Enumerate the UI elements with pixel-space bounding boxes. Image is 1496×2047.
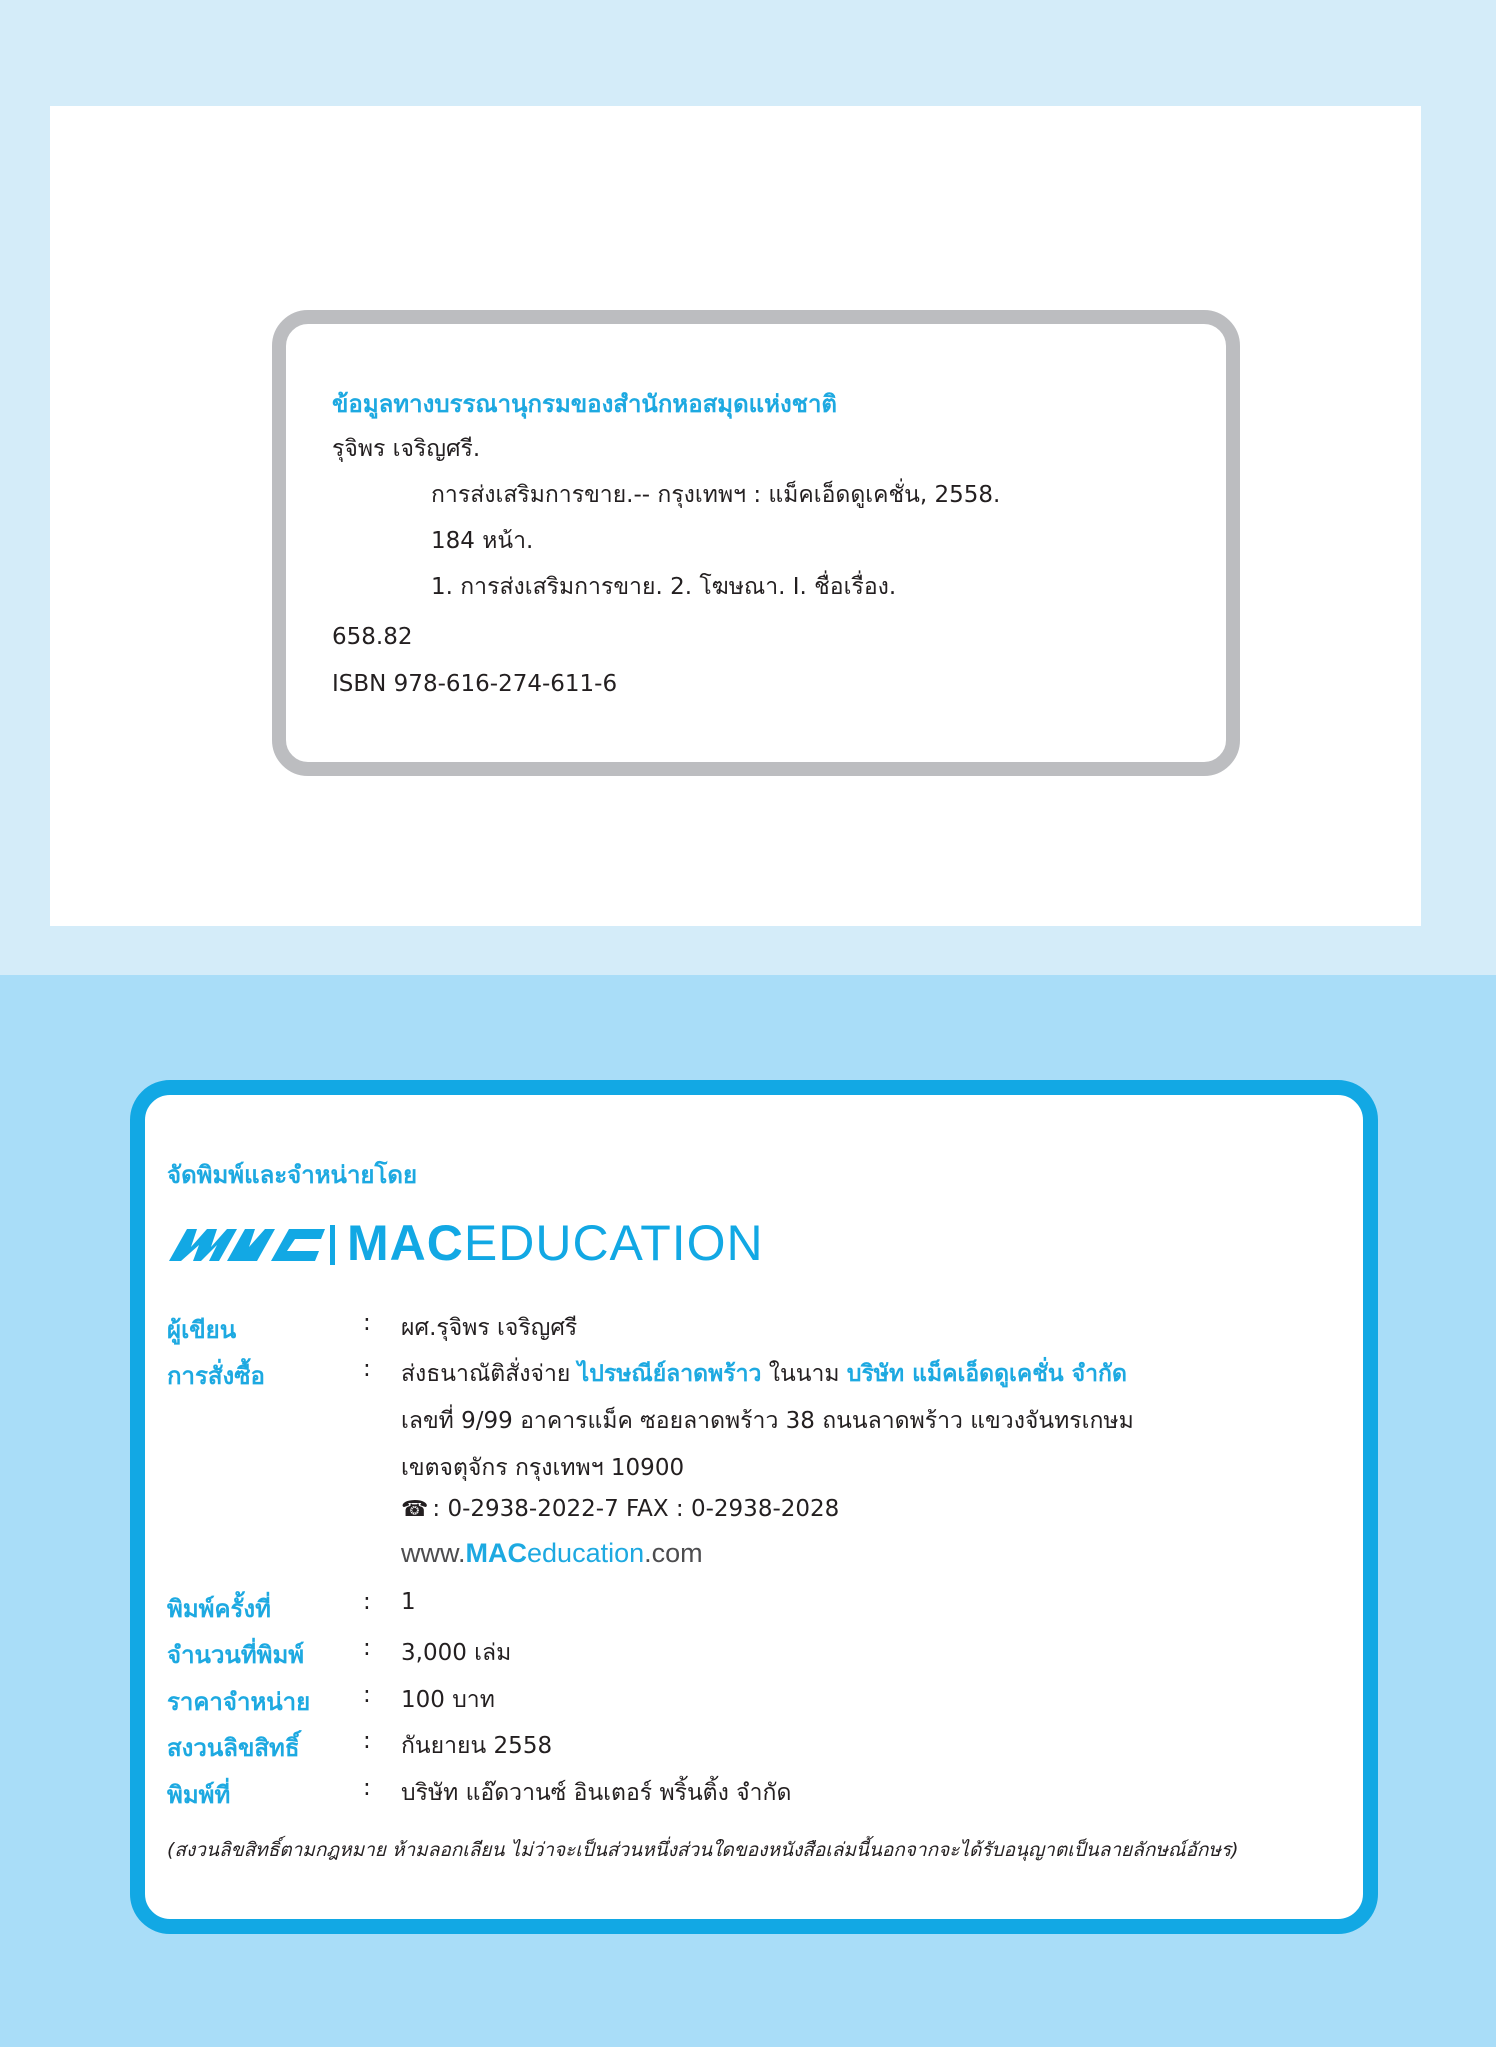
copies-colon: : <box>363 1635 371 1661</box>
phone-icon: ☎ <box>401 1497 429 1522</box>
website-prefix: www. <box>401 1538 466 1568</box>
website-bold: MAC <box>465 1538 528 1568</box>
printer-value: บริษัท แอ๊ดวานซ์ อินเตอร์ พริ้นติ้ง จำกัด <box>401 1780 792 1806</box>
catalog-title-line: การส่งเสริมการขาย.-- กรุงเทพฯ : แม็คเอ็ดดูเคชั่น, 2558. <box>431 482 1001 508</box>
author-colon: : <box>363 1310 371 1336</box>
catalog-author: รุจิพร เจริญศรี. <box>332 436 481 462</box>
address-line-1: เลขที่ 9/99 อาคารแม็ค ซอยลาดพร้าว 38 ถนนลาดพร้าว แขวงจันทรเกษม <box>401 1408 1134 1434</box>
edition-colon: : <box>363 1589 371 1615</box>
catalog-pages: 184 หน้า. <box>431 528 534 554</box>
copyright-value: กันยายน 2558 <box>401 1733 553 1759</box>
logo-wordmark-light: EDUCATION <box>463 1215 764 1271</box>
website-suffix: .com <box>644 1538 703 1568</box>
catalog-heading: ข้อมูลทางบรรณานุกรมของสำนักหอสมุดแห่งชาติ <box>332 390 838 418</box>
publisher-heading: จัดพิมพ์และจำหน่ายโดย <box>167 1161 418 1189</box>
catalog-isbn: ISBN 978-616-274-611-6 <box>332 671 618 697</box>
phone-numbers: : 0-2938-2022-7 FAX : 0-2938-2028 <box>432 1496 840 1522</box>
logo-wordmark <box>347 1215 764 1271</box>
copyright-colon: : <box>363 1728 371 1754</box>
printer-colon: : <box>363 1775 371 1801</box>
order-colon: : <box>363 1356 371 1382</box>
copies-value: 3,000 เล่ม <box>401 1640 512 1666</box>
order-middle: ในนาม <box>761 1361 847 1387</box>
order-post-office: ไปรษณีย์ลาดพร้าว <box>577 1361 762 1387</box>
order-value <box>401 1356 1127 1392</box>
order-prefix: ส่งธนาณัติสั่งจ่าย <box>401 1361 578 1387</box>
website-light: education <box>527 1538 645 1568</box>
address-line-2: เขตจตุจักร กรุงเทพฯ 10900 <box>401 1455 685 1481</box>
order-company: บริษัท แม็คเอ็ดดูเคชั่น จำกัด <box>846 1361 1127 1387</box>
copies-label: จำนวนที่พิมพ์ <box>167 1641 305 1669</box>
author-value: ผศ.รุจิพร เจริญศรี <box>401 1315 578 1341</box>
printer-label: พิมพ์ที่ <box>167 1781 231 1809</box>
mac-logo-mark-icon <box>167 1223 327 1265</box>
mac-education-logo <box>167 1213 827 1273</box>
price-label: ราคาจำหน่าย <box>167 1688 311 1716</box>
price-value: 100 บาท <box>401 1687 495 1713</box>
author-label: ผู้เขียน <box>167 1316 237 1344</box>
publisher-box <box>130 1080 1378 1934</box>
cataloging-data-box <box>272 310 1240 776</box>
logo-divider <box>330 1225 335 1265</box>
copyright-footnote: (สงวนลิขสิทธิ์ตามกฎหมาย ห้ามลอกเลียน ไม่ว่าจะเป็นส่วนหนึ่งส่วนใดของหนังสือเล่มนี้นอกจากจะได้รับอนุญาตเป็นลายลักษณ์อักษร) <box>167 1839 1239 1861</box>
copyright-label: สงวนลิขสิทธิ์ <box>167 1734 300 1762</box>
logo-wordmark-bold: MAC <box>347 1215 464 1271</box>
catalog-class-number: 658.82 <box>332 624 413 650</box>
catalog-subjects: 1. การส่งเสริมการขาย. 2. โฆษณา. I. ชื่อเรื่อง. <box>431 574 897 600</box>
edition-value: 1 <box>401 1589 416 1615</box>
phone-line <box>401 1496 839 1522</box>
edition-label: พิมพ์ครั้งที่ <box>167 1595 271 1623</box>
website-link[interactable] <box>401 1538 703 1569</box>
price-colon: : <box>363 1682 371 1708</box>
order-label: การสั่งซื้อ <box>167 1362 265 1390</box>
